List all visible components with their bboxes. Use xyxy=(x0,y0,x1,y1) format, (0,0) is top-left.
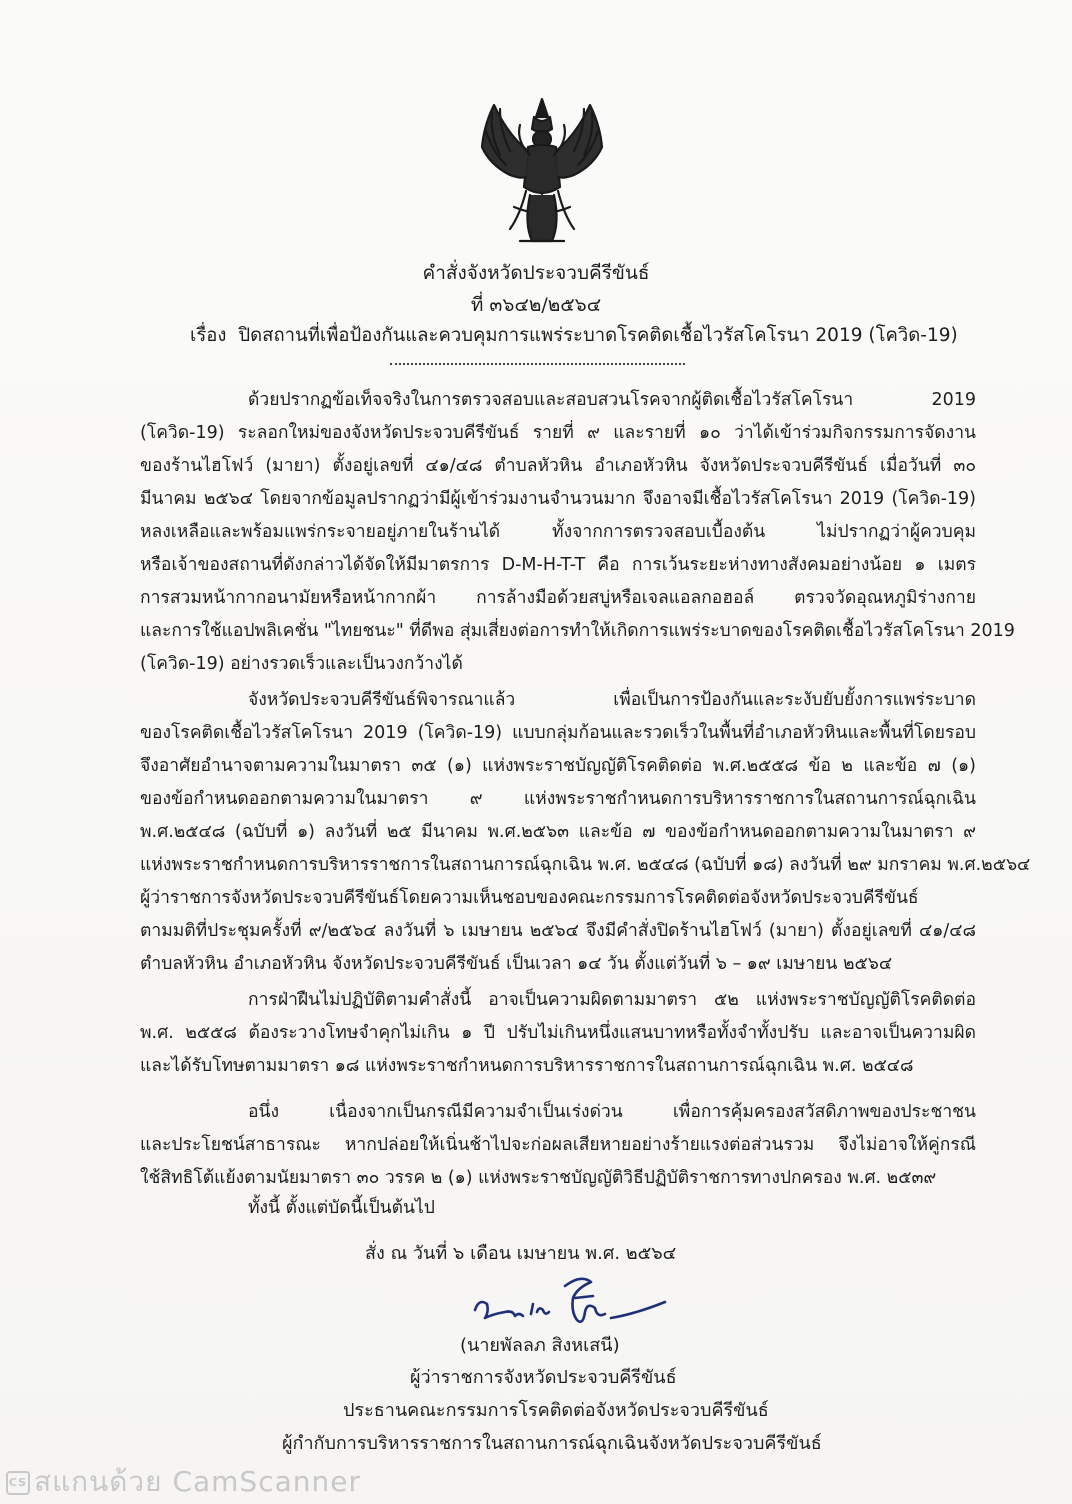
signer-position-2: ประธานคณะกรรมการโรคติดต่อจังหวัดประจวบคีรีขันธ์ xyxy=(343,1400,769,1421)
paragraph-2-line-3: จึงอาศัยอำนาจตามความในมาตรา ๓๕ (๑) แห่งพระราชบัญญัติโรคติดต่อ พ.ศ.๒๕๕๘ ข้อ ๒ และข้อ ๗ (๑) xyxy=(140,756,976,776)
signer-name: (นายพัลลภ สิงหเสนี) xyxy=(460,1335,620,1356)
paragraph-1-line-7: การสวมหน้ากากอนามัยหรือหน้ากากผ้า การล้างมือด้วยสบู่หรือเจลแอลกอฮอล์ ตรวจวัดอุณหภูมิร่างกาย xyxy=(140,588,976,608)
camscanner-badge-icon: CS xyxy=(6,1471,30,1495)
paragraph-1-line-3: ของร้านไฮโฟว์ (มายา) ตั้งอยู่เลขที่ ๔๑/๔๘ ตำบลหัวหิน อำเภอหัวหิน จังหวัดประจวบคีรีขันธ์ เมื่อวันที่ ๓๐ xyxy=(140,456,976,476)
paragraph-5-line-1: ทั้งนี้ ตั้งแต่บัดนี้เป็นต้นไป xyxy=(248,1198,435,1218)
paragraph-3-line-2: พ.ศ. ๒๕๕๘ ต้องระวางโทษจำคุกไม่เกิน ๑ ปี ปรับไม่เกินหนึ่งแสนบาทหรือทั้งจำทั้งปรับ และอาจเป็นความผิด xyxy=(140,1023,976,1043)
paragraph-1-line-8: และการใช้แอปพลิเคชั่น "ไทยชนะ" ที่ดีพอ สุ่มเสี่ยงต่อการทำให้เกิดการแพร่ระบาดของโรคติดเชื้อไวรัสโคโรนา 2019 xyxy=(140,621,1015,641)
paragraph-2-line-5: พ.ศ.๒๕๔๘ (ฉบับที่ ๑) ลงวันที่ ๒๕ มีนาคม พ.ศ.๒๕๖๓ และข้อ ๗ ของข้อกำหนดออกตามความในมาตรา ๙ xyxy=(140,822,976,842)
garuda-emblem-icon xyxy=(470,95,615,245)
paragraph-1-line-1: ด้วยปรากฏข้อเท็จจริงในการตรวจสอบและสอบสวนโรคจากผู้ติดเชื้อไวรัสโคโรนา 2019 xyxy=(248,390,976,410)
subject-label: เรื่อง xyxy=(190,325,227,346)
paragraph-2-line-9: ตำบลหัวหิน อำเภอหัวหิน จังหวัดประจวบคีรีขันธ์ เป็นเวลา ๑๔ วัน ตั้งแต่วันที่ ๖ – ๑๙ เมษายน ๒๕๖๔ xyxy=(140,954,893,974)
paragraph-1-line-9: (โควิด-19) อย่างรวดเร็วและเป็นวงกว้างได้ xyxy=(140,654,463,674)
paragraph-2-line-1: จังหวัดประจวบคีรีขันธ์พิจารณาแล้ว เพื่อเป็นการป้องกันและระงับยับยั้งการแพร่ระบาด xyxy=(248,690,976,710)
subject-text: ปิดสถานที่เพื่อป้องกันและควบคุมการแพร่ระบาดโรคติดเชื้อไวรัสโคโรนา 2019 (โควิด-19) xyxy=(238,325,958,346)
document-title: คำสั่งจังหวัดประจวบคีรีขันธ์ xyxy=(422,262,650,284)
paragraph-4-line-2: และประโยชน์สาธารณะ หากปล่อยให้เนิ่นช้าไปจะก่อผลเสียหายอย่างร้ายแรงต่อส่วนรวม จึงไม่อาจให้คู่กรณี xyxy=(140,1135,976,1155)
scanner-watermark xyxy=(6,1460,361,1504)
paragraph-4-line-1: อนึ่ง เนื่องจากเป็นกรณีมีความจำเป็นเร่งด่วน เพื่อการคุ้มครองสวัสดิภาพของประชาชน xyxy=(248,1102,976,1122)
paragraph-3-line-3: และได้รับโทษตามมาตรา ๑๘ แห่งพระราชกำหนดการบริหารราชการในสถานการณ์ฉุกเฉิน พ.ศ. ๒๕๔๘ xyxy=(140,1056,914,1076)
paragraph-1-line-5: หลงเหลือและพร้อมแพร่กระจายอยู่ภายในร้านได้ ทั้งจากการตรวจสอบเบื้องต้น ไม่ปรากฏว่าผู้ควบคุม xyxy=(140,522,976,542)
separator-dots xyxy=(390,363,685,365)
paragraph-2-line-4: ของข้อกำหนดออกตามความในมาตรา ๙ แห่งพระราชกำหนดการบริหารราชการในสถานการณ์ฉุกเฉิน xyxy=(140,789,976,809)
paragraph-4-line-3: ใช้สิทธิโต้แย้งตามนัยมาตรา ๓๐ วรรค ๒ (๑) แห่งพระราชบัญญัติวิธีปฏิบัติราชการทางปกครอง พ.ศ. ๒๕๓๙ xyxy=(140,1168,937,1188)
signer-position-3: ผู้กำกับการบริหารราชการในสถานการณ์ฉุกเฉินจังหวัดประจวบคีรีขันธ์ xyxy=(282,1433,822,1454)
paragraph-1-line-6: หรือเจ้าของสถานที่ดังกล่าวได้จัดให้มีมาตรการ D-M-H-T-T คือ การเว้นระยะห่างทางสังคมอย่างน้อย ๑ เมตร xyxy=(140,555,976,575)
paragraph-2-line-6: แห่งพระราชกำหนดการบริหารราชการในสถานการณ์ฉุกเฉิน พ.ศ. ๒๕๔๘ (ฉบับที่ ๑๘) ลงวันที่ ๒๙ มกราคม พ.ศ.๒๕๖๔ xyxy=(140,855,1031,875)
order-date: สั่ง ณ วันที่ ๖ เดือน เมษายน พ.ศ. ๒๕๖๔ xyxy=(365,1243,677,1264)
paragraph-3-line-1: การฝ่าฝืนไม่ปฏิบัติตามคำสั่งนี้ อาจเป็นความผิดตามมาตรา ๕๒ แห่งพระราชบัญญัติโรคติดต่อ xyxy=(248,990,976,1010)
paragraph-1-line-2: (โควิด-19) ระลอกใหม่ของจังหวัดประจวบคีรีขันธ์ รายที่ ๙ และรายที่ ๑๐ ว่าได้เข้าร่วมกิจกรรมการจัดงาน xyxy=(140,423,976,443)
handwritten-signature xyxy=(465,1268,680,1338)
watermark-text: สแกนด้วย CamScanner xyxy=(34,1465,361,1498)
document-number: ที่ ๓๖๔๒/๒๕๖๔ xyxy=(470,294,602,316)
paragraph-1-line-4: มีนาคม ๒๕๖๔ โดยจากข้อมูลปรากฏว่ามีผู้เข้าร่วมงานจำนวนมาก จึงอาจมีเชื้อไวรัสโคโรนา 2019 (โควิด-19) xyxy=(140,489,976,509)
paragraph-2-line-7: ผู้ว่าราชการจังหวัดประจวบคีรีขันธ์โดยความเห็นชอบของคณะกรรมการโรคติดต่อจังหวัดประจวบคีรีขันธ์ xyxy=(140,888,919,908)
document-subject xyxy=(190,321,958,350)
paragraph-2-line-8: ตามมติที่ประชุมครั้งที่ ๙/๒๕๖๔ ลงวันที่ ๖ เมษายน ๒๕๖๔ จึงมีคำสั่งปิดร้านไฮโฟว์ (มายา) ตั้งอยู่เลขที่ ๔๑/๔๘ xyxy=(140,921,976,941)
signer-position-1: ผู้ว่าราชการจังหวัดประจวบคีรีขันธ์ xyxy=(410,1367,677,1388)
paragraph-2-line-2: ของโรคติดเชื้อไวรัสโคโรนา 2019 (โควิด-19) แบบกลุ่มก้อนและรวดเร็วในพื้นที่อำเภอหัวหินและพื้นที่โดยรอบ xyxy=(140,723,976,743)
